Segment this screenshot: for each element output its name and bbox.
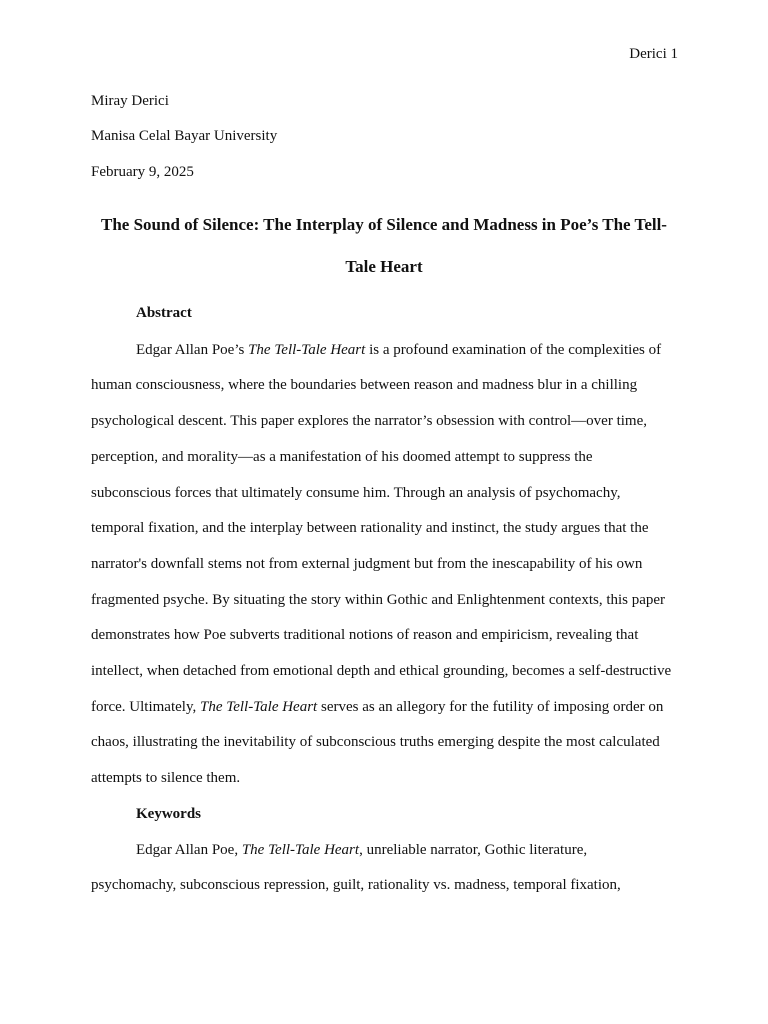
abstract-line: temporal fixation, and the interplay between rationality and instinct, the study argues that the	[91, 520, 649, 536]
abstract-line: human consciousness, where the boundaries between reason and madness blur in a chilling	[91, 377, 638, 393]
abstract-line	[91, 699, 663, 716]
abstract-text: is a profound examination of the complexities of	[365, 342, 662, 358]
abstract-line: narrator's downfall stems not from external judgment but from the inescapability of his own	[91, 556, 643, 572]
work-title: The Tell-Tale Heart	[199, 699, 318, 715]
abstract-line: fragmented psyche. By situating the story within Gothic and Enlightenment contexts, this paper	[91, 592, 666, 608]
keywords-text: Edgar Allan Poe,	[136, 842, 242, 858]
abstract-line: psychological descent. This paper explores the narrator’s obsession with control—over time,	[91, 413, 647, 429]
abstract-line: subconscious forces that ultimately consume him. Through an analysis of psychomachy,	[91, 485, 621, 501]
abstract-line: perception, and morality—as a manifestation of his doomed attempt to suppress the	[91, 449, 593, 465]
abstract-line: intellect, when detached from emotional depth and ethical grounding, becomes a self-destructive	[91, 663, 672, 679]
keywords-text: , unreliable narrator, Gothic literature,	[359, 842, 588, 858]
abstract-text: force. Ultimately,	[91, 699, 200, 715]
abstract-line: attempts to silence them.	[91, 770, 241, 786]
paper-title-line-2: Tale Heart	[345, 257, 423, 276]
keywords-line	[136, 842, 587, 859]
keywords-line: psychomachy, subconscious repression, guilt, rationality vs. madness, temporal fixation,	[91, 877, 621, 893]
abstract-heading: Abstract	[136, 305, 192, 321]
running-head: Derici 1	[629, 46, 678, 62]
work-title: The Tell-Tale Heart	[248, 342, 366, 358]
keywords-heading: Keywords	[136, 806, 201, 822]
author-name: Miray Derici	[91, 93, 169, 109]
abstract-line	[136, 342, 661, 359]
abstract-text: Edgar Allan Poe’s	[136, 342, 249, 358]
abstract-text: serves as an allegory for the futility of imposing order on	[317, 699, 664, 715]
work-title: The Tell-Tale Heart	[241, 842, 360, 858]
document-date: February 9, 2025	[91, 164, 194, 180]
paper-title-line-1: The Sound of Silence: The Interplay of Silence and Madness in Poe’s The Tell-	[101, 215, 667, 234]
author-institution: Manisa Celal Bayar University	[91, 128, 278, 144]
abstract-line: demonstrates how Poe subverts traditional notions of reason and empiricism, revealing that	[91, 627, 639, 643]
abstract-line: chaos, illustrating the inevitability of subconscious truths emerging despite the most calculated	[91, 734, 660, 750]
